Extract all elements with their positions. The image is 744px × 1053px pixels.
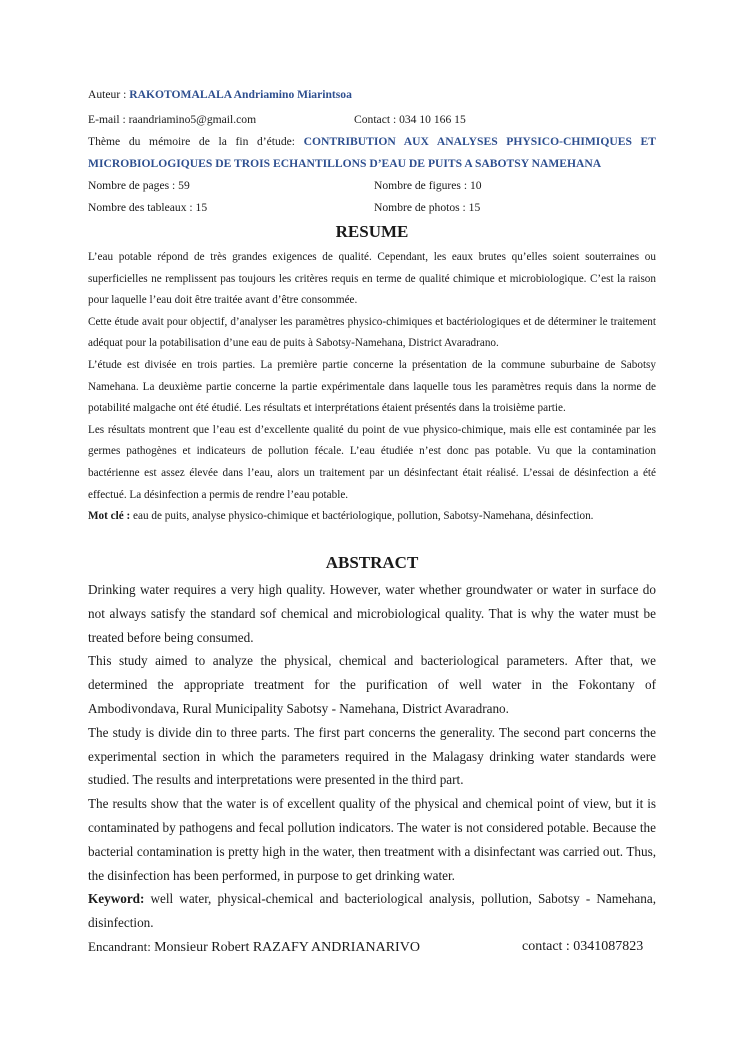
resume-body [88,247,656,528]
author-name: RAKOTOMALALA Andriamino Miarintsoa [129,88,352,101]
resume-paragraph: Les résultats montrent que l’eau est d’excellente qualité du point de vue physico-chimique, mais elle est contaminée par les germes pathogènes et indicateurs de pollution fécale. L’eau étudiée n’est donc pas potable. Vu que la contamination bactérienne est assez élevée dans l’eau, alors un traitement par un désinfectant était réalisé. L’essai de désinfection a été effectué. La désinfection a permis de rendre l’eau potable. [88,423,656,501]
supervisor-label: Encandrant: [88,939,155,954]
figure-count: Nombre de figures : 10 [374,179,482,192]
supervisor-contact: contact : 0341087823 [522,939,644,954]
resume-keywords-label: Mot clé : [88,510,134,523]
supervisor-name: Monsieur Robert RAZAFY ANDRIANARIVO [154,940,420,955]
author-line [88,88,352,101]
theme-line-1 [88,135,656,148]
abstract-paragraph: Drinking water requires a very high quality. However, water whether groundwater or water in surface do not always satisfy the standard sof chemical and microbiological quality. That is why the water must be treated before being consumed. [88,582,656,645]
resume-paragraph: Cette étude avait pour objectif, d’analyser les paramètres physico-chimiques et bactériologiques et de déterminer le traitement adéquat pour la potabilisation d’une eau de puits à Sabotsy-Namehana, District Avaradrano. [88,315,656,350]
table-count: Nombre des tableaux : 15 [88,201,208,214]
abstract-keywords-label: Keyword: [88,891,145,907]
resume-paragraph: L’étude est divisée en trois parties. La première partie concerne la présentation de la commune suburbaine de Sabotsy Namehana. La deuxième partie concerne la partie expérimentale dans laquelle tous les paramètres requis dans la norme de potabilité malgache ont été étudié. Les résultats et interprétations étaient présentés dans la troisième partie. [88,358,656,415]
abstract-keywords-text: well water, physical-chemical and bacteriological analysis, pollution, Sabotsy - Namehana, disinfection. [88,891,656,931]
resume-keywords [88,506,656,528]
abstract-heading: ABSTRACT [325,553,419,572]
abstract-paragraph: This study aimed to analyze the physical, chemical and bacteriological parameters. After that, we determined the appropriate treatment for the purification of well water in the Fokontany of Ambodivondava, Rural Municipality Sabotsy - Namehana, District Avaradrano. [88,653,656,716]
email-line: E-mail : raandriamino5@gmail.com [88,113,257,126]
abstract-body [88,578,656,935]
theme-title-part1: CONTRIBUTION AUX ANALYSES PHYSICO-CHIMIQUES ET [303,135,656,148]
supervisor-line [88,939,420,956]
resume-keywords-text: eau de puits, analyse physico-chimique et bactériologique, pollution, Sabotsy-Namehana, désinfection. [133,510,594,523]
abstract-paragraph: The results show that the water is of excellent quality of the physical and chemical point of view, but it is contaminated by pathogens and fecal pollution indicators. The water is not considered potable. Because the bacterial contamination is pretty high in the water, then treatment with a disinfectant was carried out. Thus, the disinfection has been performed, in purpose to get drinking water. [88,796,656,883]
photo-count: Nombre de photos : 15 [374,201,481,214]
theme-label: Thème du mémoire de la fin d’étude: [88,135,304,148]
abstract-paragraph: The study is divide din to three parts. The first part concerns the generality. The second part concerns the experimental section in which the parameters required in the Malagasy drinking water standards were studied. The results and interpretations were presented in the third part. [88,724,656,788]
abstract-keywords [88,887,656,935]
author-label: Auteur : [88,88,130,101]
resume-heading: RESUME [335,222,409,241]
resume-paragraph: L’eau potable répond de très grandes exigences de qualité. Cependant, les eaux brutes qu’elles soient souterraines ou superficielles ne remplissent pas toujours les critères requis en terme de qualité chimique et microbiologique. C’est la raison pour laquelle l’eau doit être traitée avant d’être consommée. [88,251,656,307]
contact-line: Contact : 034 10 166 15 [354,113,466,126]
page-count: Nombre de pages : 59 [88,179,190,192]
theme-title-part2: MICROBIOLOGIQUES DE TROIS ECHANTILLONS D’EAU DE PUITS A SABOTSY NAMEHANA [88,157,602,170]
